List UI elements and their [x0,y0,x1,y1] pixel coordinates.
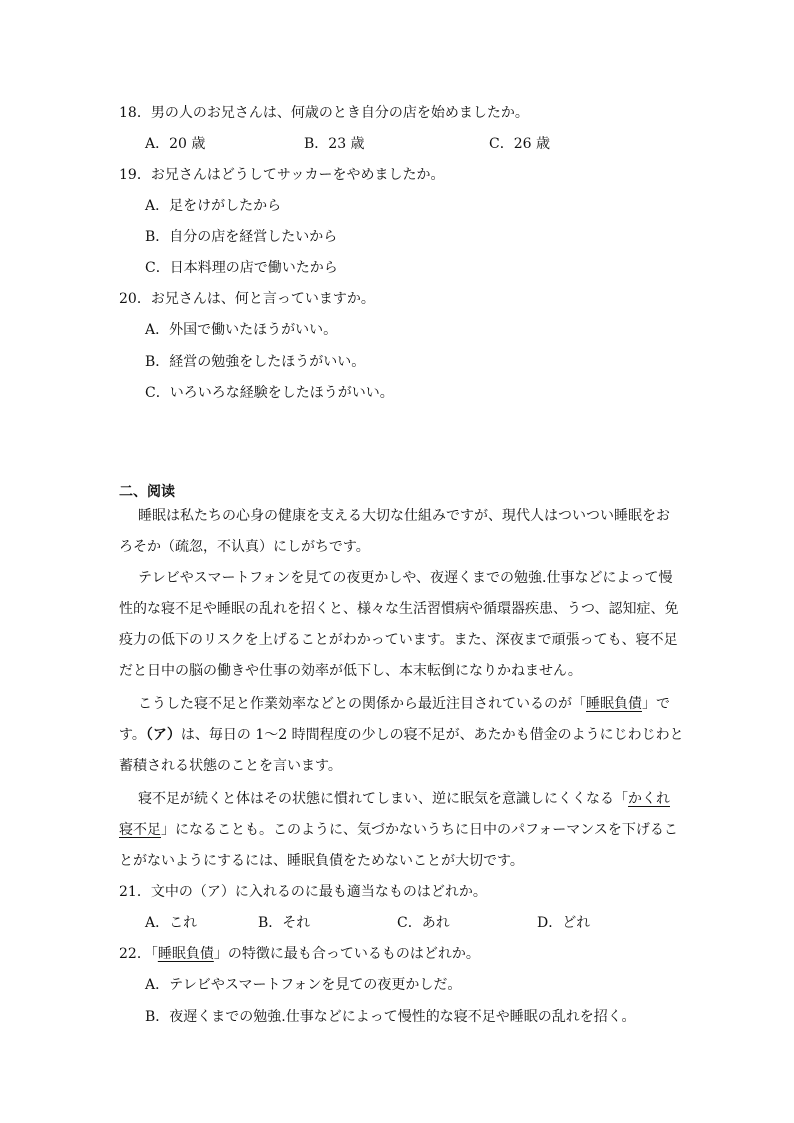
passage-p3-line2 [119,725,684,745]
passage-p4-line1 [138,789,670,809]
text: 」になることも。このように、気づかないうちに日中のパフォーマンスを下げるこ [161,822,678,838]
question-21: 21．文中の（ア）に入れるのに最も適当なものはどれか。 [119,884,487,900]
q18-option-c: C．26 歳 [489,136,550,152]
passage-p1-line1: 睡眠は私たちの心身の健康を支える大切な仕組みですが、現代人はついつい睡眠をお [138,508,670,524]
q21-option-d: D．どれ [537,915,591,931]
passage-p2-line3: 疫力の低下のリスクを上げることがわかっています。また、深夜まで頑張っても、寝不足 [119,632,678,648]
q21-option-b: B．それ [258,915,311,931]
q22-option-a: A．テレビやスマートフォンを見ての夜更かしだ。 [145,977,462,993]
passage-p2-line1: テレビやスマートフォンを見ての夜更かしや、夜遅くまでの勉強.仕事などによって慢 [138,570,673,586]
text: は、毎日の 1～2 時間程度の少しの寝不足が、あたかも借金のようにじわじわと [180,727,684,743]
q18-option-b: B．23 歳 [304,136,365,152]
passage-p2-line4: だと日中の脳の働きや仕事の効率が低下し、本末転倒になりかねません。 [119,663,582,679]
term-suimin-fusai: 睡眠負債 [586,696,642,712]
q22-option-b: B．夜遅くまでの勉強.仕事などによって慢性的な寝不足や睡眠の乱れを招く。 [145,1009,636,1025]
passage-p4-line2 [119,820,678,840]
passage-p4-line3: とがないようにするには、睡眠負債をためないことが大切です。 [119,853,524,869]
q20-option-c: C．いろいろな経験をしたほうがいい。 [145,385,394,401]
passage-p1-line2: ろそか（疏忽，不认真）にしがちです。 [119,539,370,555]
q20-option-a: A．外国で働いたほうがいい。 [145,322,338,338]
question-19: 19．お兄さんはどうしてサッカーをやめましたか。 [119,167,445,183]
text: こうした寝不足と作業効率などとの関係から最近注目されているのが「 [138,696,586,712]
text: す。 [119,727,146,743]
term-kakure-part2: 寝不足 [119,822,161,838]
q19-option-b: B．自分の店を経営したいから [145,229,338,245]
text: 22．「 [119,946,158,962]
passage-p3-line3: 蓄積される状態のことを言います。 [119,758,342,774]
q19-option-c: C．日本料理の店で働いたから [145,260,338,276]
text: 」で [642,696,670,712]
q21-option-a: A．これ [145,915,198,931]
section-heading-reading: 二、阅读 [119,484,175,500]
term-suimin-fusai: 睡眠負債 [157,946,214,962]
q18-option-a: A．20 歳 [145,136,206,152]
term-kakure-part1: かくれ [628,791,670,807]
question-18: 18．男の人のお兄さんは、何歳のとき自分の店を始めましたか。 [119,105,529,121]
q20-option-b: B．経営の勉強をしたほうがいい。 [145,354,366,370]
q21-option-c: C．あれ [397,915,450,931]
q19-option-a: A．足をけがしたから [145,198,282,214]
passage-p3-line1 [138,694,670,714]
blank-a-marker: （ア） [145,727,181,743]
passage-p2-line2: 性的な寝不足や睡眠の乱れを招くと、様々な生活習慣病や循環器疾患、うつ、認知症、免 [119,601,679,617]
text: 」の特徴に最も合っているものはどれか。 [213,946,480,962]
question-22 [119,944,480,964]
question-20: 20．お兄さんは、何と言っていますか。 [119,291,375,307]
text: 寝不足が続くと体はその状態に慣れてしまい、逆に眠気を意識しにくくなる「 [138,791,628,807]
